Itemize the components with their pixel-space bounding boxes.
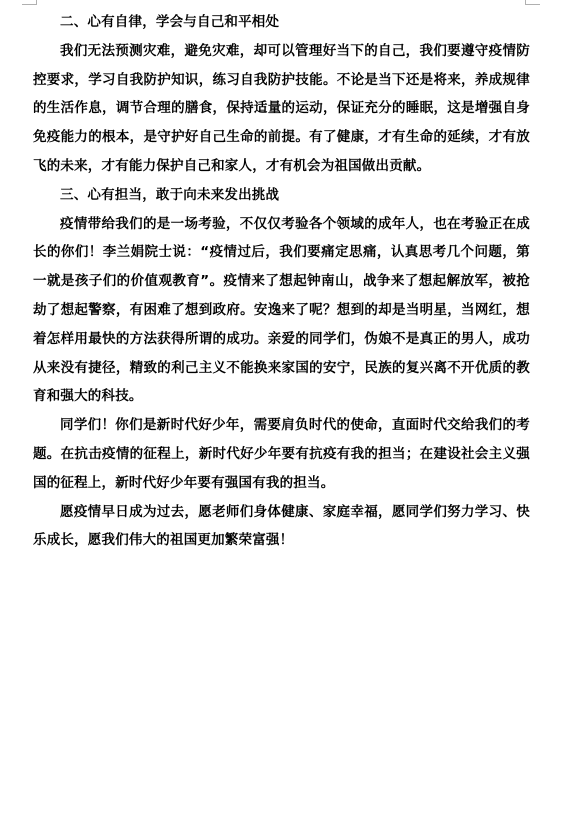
- section-heading-3: 三、心有担当，敢于向未来发出挑战: [60, 186, 280, 203]
- document-body: [33, 8, 530, 555]
- page-corner-mark-right: [525, 0, 540, 5]
- paragraph-closing-wishes: 愿疫情早日成为过去，愿老师们身体健康、家庭幸福，愿同学们努力学习、快乐成长，愿我们伟大的祖国更加繁荣富强！: [33, 503, 530, 549]
- paragraph-self-discipline: 我们无法预测灾难，避免灾难，却可以管理好当下的自己，我们要遵守疫情防控要求，学习自我防护知识，练习自我防护技能。不论是当下还是将来，养成规律的生活作息，调节合理的膳食，保持适量的运动，保证充分的睡眠，这是增强自身免疫能力的根本，是守护好自己生命的前提。有了健康，才有生命的延续，才有放飞的未来，才有能力保护自己和家人，才有机会为祖国做出贡献。: [33, 42, 530, 174]
- paragraph-new-era-youth: 同学们！你们是新时代好少年，需要肩负时代的使命，直面时代交给我们的考题。在抗击疫情的征程上，新时代好少年要有抗疫有我的担当；在建设社会主义强国的征程上，新时代好少年要有强国有我的担当。: [33, 417, 530, 491]
- section-heading-2: 二、心有自律，学会与自己和平相处: [60, 14, 280, 30]
- paragraph-challenge: 疫情带给我们的是一场考验，不仅仅考验各个领域的成年人，也在考验正在成长的你们！李兰娟院士说：“疫情过后，我们要痛定思痛，认真思考几个问题，第一就是孩子们的价值观教育”。疫情来了想起钟南山，战争来了想起解放军，被抢劫了想起警察，有困难了想到政府。安逸来了呢？想到的却是当明星，当网红，想着怎样用最快的方法获得所谓的成功。亲爱的同学们，伪娘不是真正的男人，成功从来没有捷径，精致的利己主义不能换来家国的安宁，民族的复兴离不开优质的教育和强大的科技。: [33, 215, 530, 405]
- page-corner-mark-left: [22, 0, 37, 5]
